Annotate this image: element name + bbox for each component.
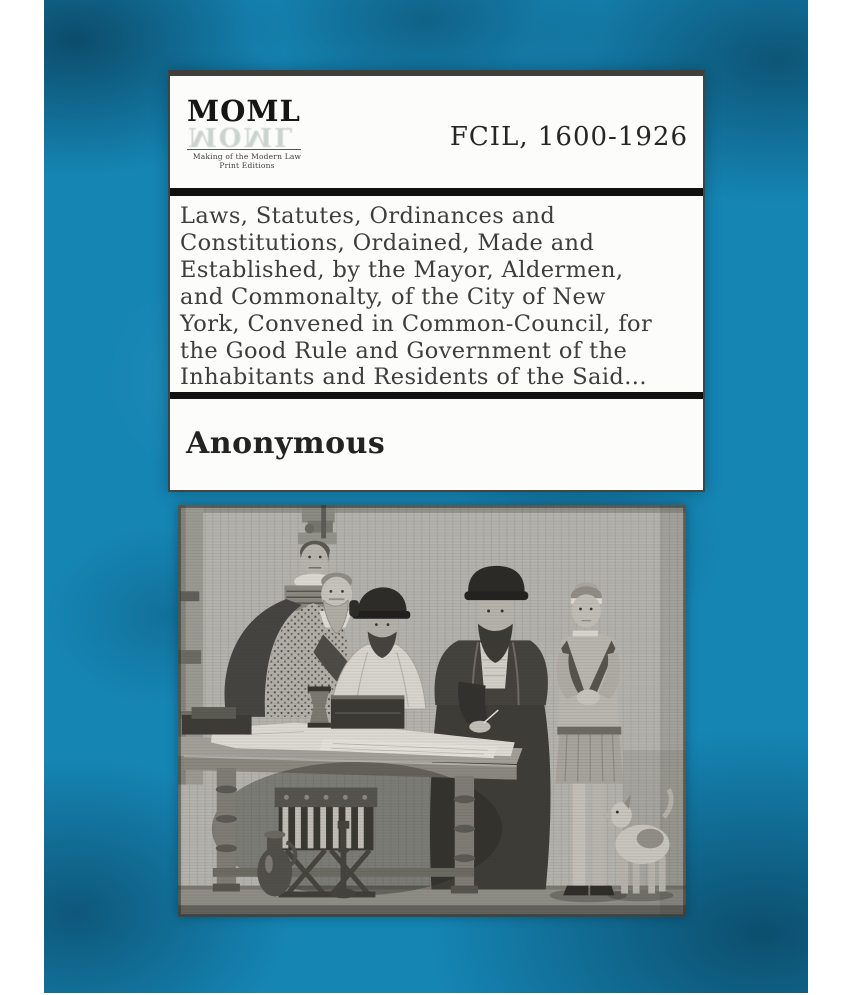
title-line: Constitutions, Ordained, Made and <box>180 229 595 256</box>
divider-bar-bottom <box>170 392 703 399</box>
title-line: Inhabitants and Residents of the Said... <box>180 364 647 391</box>
moml-logo-wordmark: MOML <box>187 94 301 128</box>
moml-logo <box>187 94 307 170</box>
book-cover-panel <box>168 70 705 492</box>
title-line: the Good Rule and Government of the <box>180 337 628 364</box>
title-line: York, Convened in Common-Council, for <box>180 310 653 337</box>
logo-tagline-1: Making of the Modern Law <box>192 152 302 161</box>
author-name: Anonymous <box>186 426 386 461</box>
engraving-texture <box>178 505 686 917</box>
collection-label: FCIL, 1600-1926 <box>449 122 688 152</box>
moml-logo-reflection: MOML <box>188 121 295 151</box>
logo-tagline-2: Print Editions <box>219 161 275 170</box>
divider-bar-top <box>170 188 703 196</box>
title-line: Laws, Statutes, Ordinances and <box>180 203 556 229</box>
cover-illustration <box>178 505 686 917</box>
book-title <box>180 203 700 391</box>
title-line: and Commonalty, of the City of New <box>180 283 606 310</box>
title-line: Established, by the Mayor, Aldermen, <box>180 256 624 283</box>
